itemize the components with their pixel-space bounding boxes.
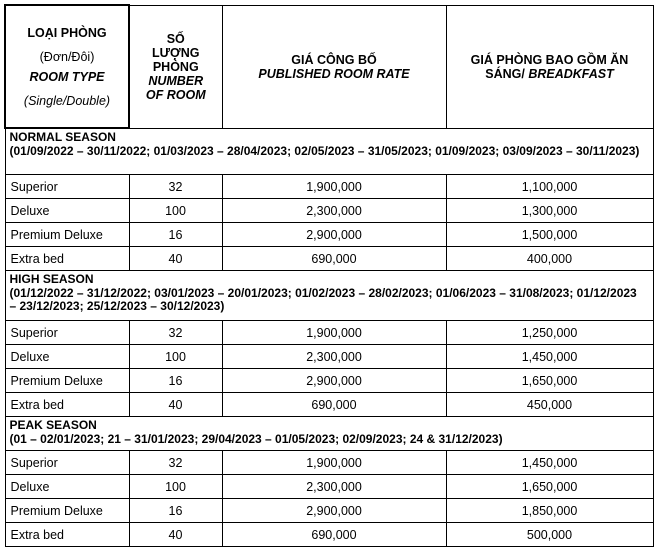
table-row — [5, 451, 653, 475]
room-type-en-sub: (Single/Double) — [23, 93, 111, 108]
number-vi: SỐ LƯỢNG PHÒNG — [152, 31, 200, 74]
table-row — [5, 199, 653, 223]
published-rate-cell: 2,300,000 — [222, 475, 446, 499]
published-rate-cell: 1,900,000 — [222, 175, 446, 199]
number-en: NUMBER OF ROOM — [145, 73, 206, 102]
season-name: NORMAL SEASON — [9, 130, 116, 144]
header-published-rate — [222, 5, 446, 128]
table-row — [5, 523, 653, 547]
room-count-cell: 16 — [129, 223, 222, 247]
room-type-vi: LOẠI PHÒNG — [27, 25, 107, 40]
room-type-en: ROOM TYPE — [29, 69, 105, 84]
season-name: PEAK SEASON — [9, 418, 97, 432]
room-type-vi-sub: (Đơn/Đôi) — [39, 49, 95, 64]
season-header-row — [5, 128, 653, 175]
header-breakfast-rate — [446, 5, 653, 128]
room-count-cell: 32 — [129, 175, 222, 199]
table-row — [5, 321, 653, 345]
breakfast-rate-cell: 1,100,000 — [446, 175, 653, 199]
published-rate-cell: 1,900,000 — [222, 321, 446, 345]
room-type-cell: Superior — [5, 451, 129, 475]
room-type-cell: Premium Deluxe — [5, 223, 129, 247]
season-header — [5, 271, 653, 321]
published-rate-cell: 690,000 — [222, 523, 446, 547]
table-row — [5, 247, 653, 271]
season-header — [5, 417, 653, 451]
breakfast-rate-cell: 1,650,000 — [446, 475, 653, 499]
table-row — [5, 499, 653, 523]
breakfast-rate-cell: 1,850,000 — [446, 499, 653, 523]
table-row — [5, 223, 653, 247]
room-count-cell: 32 — [129, 451, 222, 475]
published-rate-cell: 690,000 — [222, 247, 446, 271]
season-header-row — [5, 417, 653, 451]
breakfast-rate-cell: 450,000 — [446, 393, 653, 417]
published-vi: GIÁ CÔNG BỐ — [291, 52, 377, 67]
breakfast-rate-cell: 1,450,000 — [446, 345, 653, 369]
published-rate-cell: 2,300,000 — [222, 199, 446, 223]
published-rate-cell: 690,000 — [222, 393, 446, 417]
table-row — [5, 475, 653, 499]
room-type-cell: Deluxe — [5, 199, 129, 223]
breakfast-en: BREADKFAST — [528, 66, 614, 81]
room-count-cell: 40 — [129, 393, 222, 417]
room-type-cell: Superior — [5, 175, 129, 199]
published-en: PUBLISHED ROOM RATE — [258, 66, 410, 81]
breakfast-rate-cell: 1,250,000 — [446, 321, 653, 345]
season-header-row — [5, 271, 653, 321]
season-header — [5, 128, 653, 175]
season-dates: (01/09/2022 – 30/11/2022; 01/03/2023 – 28/04/2023; 02/05/2023 – 31/05/2023; 01/09/2023; 03/09/2023 – 30/11/2023) — [9, 143, 640, 158]
room-type-cell: Extra bed — [5, 523, 129, 547]
season-dates: (01 – 02/01/2023; 21 – 31/01/2023; 29/04/2023 – 01/05/2023; 02/09/2023; 24 & 31/12/2023) — [9, 431, 503, 446]
published-rate-cell: 2,300,000 — [222, 345, 446, 369]
breakfast-rate-cell: 1,650,000 — [446, 369, 653, 393]
room-count-cell: 40 — [129, 523, 222, 547]
breakfast-rate-cell: 1,450,000 — [446, 451, 653, 475]
room-count-cell: 100 — [129, 345, 222, 369]
room-type-cell: Deluxe — [5, 475, 129, 499]
published-rate-cell: 2,900,000 — [222, 223, 446, 247]
published-rate-cell: 2,900,000 — [222, 369, 446, 393]
room-count-cell: 40 — [129, 247, 222, 271]
room-count-cell: 16 — [129, 499, 222, 523]
published-rate-cell: 1,900,000 — [222, 451, 446, 475]
room-type-cell: Premium Deluxe — [5, 369, 129, 393]
room-count-cell: 16 — [129, 369, 222, 393]
room-count-cell: 32 — [129, 321, 222, 345]
room-type-cell: Deluxe — [5, 345, 129, 369]
room-type-cell: Superior — [5, 321, 129, 345]
season-dates: (01/12/2022 – 31/12/2022; 03/01/2023 – 20/01/2023; 01/02/2023 – 28/02/2023; 01/06/2023 – 31/08/2023; 01/12/2023 – 23/12/2023; 25/12/2023 – 30/12/2023) — [9, 285, 637, 313]
table-row — [5, 345, 653, 369]
room-rate-table — [4, 4, 654, 547]
room-type-cell: Extra bed — [5, 247, 129, 271]
published-rate-cell: 2,900,000 — [222, 499, 446, 523]
breakfast-rate-cell: 1,500,000 — [446, 223, 653, 247]
breakfast-rate-cell: 500,000 — [446, 523, 653, 547]
room-count-cell: 100 — [129, 475, 222, 499]
table-row — [5, 369, 653, 393]
season-name: HIGH SEASON — [9, 272, 94, 286]
breakfast-vi: GIÁ PHÒNG BAO GỒM ĂN SÁNG/ — [470, 52, 629, 81]
header-row — [5, 5, 653, 128]
header-room-type — [5, 5, 129, 128]
room-count-cell: 100 — [129, 199, 222, 223]
room-type-cell: Premium Deluxe — [5, 499, 129, 523]
table-row — [5, 175, 653, 199]
table-row — [5, 393, 653, 417]
header-number-of-room — [129, 5, 222, 128]
breakfast-rate-cell: 400,000 — [446, 247, 653, 271]
room-type-cell: Extra bed — [5, 393, 129, 417]
breakfast-rate-cell: 1,300,000 — [446, 199, 653, 223]
